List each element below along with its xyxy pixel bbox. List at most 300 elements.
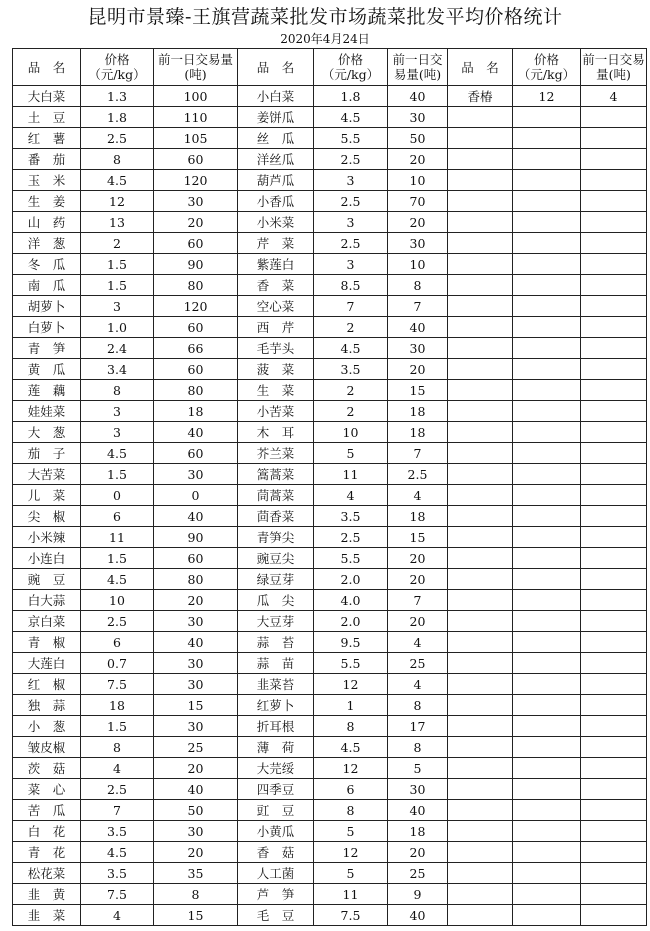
item-name <box>448 338 513 359</box>
item-volume: 15 <box>154 905 238 926</box>
item-name: 豌豆尖 <box>238 548 314 569</box>
item-name: 皱皮椒 <box>13 737 81 758</box>
item-name: 菠 菜 <box>238 359 314 380</box>
item-name: 葫芦瓜 <box>238 170 314 191</box>
item-name <box>448 275 513 296</box>
item-price: 2.5 <box>81 611 154 632</box>
header-price: 价格（元/kg） <box>314 49 388 86</box>
item-price: 1.0 <box>81 317 154 338</box>
item-price: 10 <box>314 422 388 443</box>
item-name <box>448 548 513 569</box>
header-name: 品 名 <box>13 49 81 86</box>
item-volume <box>581 821 647 842</box>
header-volume: 前一日交易量(吨) <box>388 49 448 86</box>
item-name: 大白菜 <box>13 86 81 107</box>
item-name <box>448 737 513 758</box>
header-volume: 前一日交易量(吨) <box>154 49 238 86</box>
table-row <box>13 611 647 632</box>
item-price <box>513 170 581 191</box>
table-row <box>13 737 647 758</box>
item-volume: 105 <box>154 128 238 149</box>
item-name <box>448 884 513 905</box>
item-price: 5 <box>314 821 388 842</box>
item-volume <box>581 800 647 821</box>
item-price <box>513 527 581 548</box>
item-price: 5.5 <box>314 128 388 149</box>
item-volume: 15 <box>154 695 238 716</box>
item-price: 4.5 <box>81 443 154 464</box>
item-price <box>513 401 581 422</box>
item-name: 香 菇 <box>238 842 314 863</box>
item-volume: 90 <box>154 254 238 275</box>
item-price: 7 <box>81 800 154 821</box>
item-name <box>448 863 513 884</box>
item-volume: 18 <box>154 401 238 422</box>
item-volume: 60 <box>154 443 238 464</box>
item-name <box>448 905 513 926</box>
item-name: 小米辣 <box>13 527 81 548</box>
item-name: 蒜 苗 <box>238 653 314 674</box>
item-volume <box>581 296 647 317</box>
item-volume <box>581 233 647 254</box>
item-volume: 120 <box>154 170 238 191</box>
item-price <box>513 464 581 485</box>
item-volume: 7 <box>388 443 448 464</box>
item-name: 白萝卜 <box>13 317 81 338</box>
item-volume <box>581 254 647 275</box>
item-volume: 66 <box>154 338 238 359</box>
item-volume: 35 <box>154 863 238 884</box>
table-row <box>13 695 647 716</box>
item-price: 1.8 <box>314 86 388 107</box>
item-volume: 17 <box>388 716 448 737</box>
item-name: 韭菜苔 <box>238 674 314 695</box>
item-price: 1 <box>314 695 388 716</box>
item-price: 1.8 <box>81 107 154 128</box>
item-price: 5 <box>314 863 388 884</box>
item-name <box>448 590 513 611</box>
item-volume: 40 <box>388 800 448 821</box>
item-price: 2.5 <box>314 149 388 170</box>
item-name: 白大蒜 <box>13 590 81 611</box>
item-price <box>513 800 581 821</box>
item-volume <box>581 338 647 359</box>
item-volume: 40 <box>388 86 448 107</box>
item-volume: 0 <box>154 485 238 506</box>
item-volume <box>581 884 647 905</box>
item-volume: 15 <box>388 527 448 548</box>
item-name: 莲 藕 <box>13 380 81 401</box>
item-price <box>513 380 581 401</box>
item-price: 7.5 <box>81 884 154 905</box>
item-name: 红 薯 <box>13 128 81 149</box>
item-volume: 60 <box>154 149 238 170</box>
table-row <box>13 128 647 149</box>
item-volume <box>581 716 647 737</box>
item-name: 菜 心 <box>13 779 81 800</box>
item-price: 2.0 <box>314 611 388 632</box>
item-volume: 30 <box>154 674 238 695</box>
item-volume: 20 <box>388 611 448 632</box>
item-volume: 30 <box>154 191 238 212</box>
item-volume: 10 <box>388 170 448 191</box>
item-name: 大豆芽 <box>238 611 314 632</box>
item-volume: 100 <box>154 86 238 107</box>
item-name: 芦 笋 <box>238 884 314 905</box>
item-price: 3 <box>81 401 154 422</box>
item-name: 小白菜 <box>238 86 314 107</box>
item-price <box>513 233 581 254</box>
table-row <box>13 338 647 359</box>
item-price: 4 <box>81 905 154 926</box>
table-row <box>13 653 647 674</box>
item-volume: 10 <box>388 254 448 275</box>
item-name: 儿 菜 <box>13 485 81 506</box>
item-price: 18 <box>81 695 154 716</box>
item-price: 3.5 <box>81 863 154 884</box>
item-price <box>513 632 581 653</box>
item-name <box>448 842 513 863</box>
item-price: 6 <box>81 632 154 653</box>
item-name <box>448 569 513 590</box>
item-volume: 60 <box>154 359 238 380</box>
item-volume: 80 <box>154 380 238 401</box>
item-name <box>448 611 513 632</box>
item-name <box>448 191 513 212</box>
item-name: 南 瓜 <box>13 275 81 296</box>
item-name: 茄 子 <box>13 443 81 464</box>
item-name <box>448 779 513 800</box>
item-name <box>448 695 513 716</box>
item-price: 6 <box>81 506 154 527</box>
item-name: 毛芋头 <box>238 338 314 359</box>
table-row <box>13 317 647 338</box>
item-volume: 40 <box>154 506 238 527</box>
table-row <box>13 170 647 191</box>
item-name <box>448 359 513 380</box>
item-volume: 30 <box>154 716 238 737</box>
item-name <box>448 674 513 695</box>
item-name: 红萝卜 <box>238 695 314 716</box>
item-price: 3.5 <box>314 506 388 527</box>
item-name <box>448 821 513 842</box>
table-row <box>13 275 647 296</box>
item-name: 小香瓜 <box>238 191 314 212</box>
item-volume <box>581 779 647 800</box>
item-volume: 4 <box>388 485 448 506</box>
item-name: 薄 荷 <box>238 737 314 758</box>
item-name: 土 豆 <box>13 107 81 128</box>
item-volume <box>581 401 647 422</box>
item-price <box>513 653 581 674</box>
item-price <box>513 296 581 317</box>
item-price: 12 <box>314 842 388 863</box>
item-volume: 40 <box>154 632 238 653</box>
item-volume: 60 <box>154 233 238 254</box>
header-price: 价格（元/kg） <box>513 49 581 86</box>
table-row <box>13 233 647 254</box>
item-price: 9.5 <box>314 632 388 653</box>
table-row <box>13 590 647 611</box>
item-price: 1.5 <box>81 275 154 296</box>
item-volume: 7 <box>388 590 448 611</box>
item-price: 4.5 <box>81 842 154 863</box>
item-volume <box>581 569 647 590</box>
item-price: 4.5 <box>81 170 154 191</box>
item-price <box>513 107 581 128</box>
item-price: 12 <box>314 674 388 695</box>
item-volume: 30 <box>388 107 448 128</box>
item-name <box>448 149 513 170</box>
table-body <box>13 86 647 926</box>
item-price: 4 <box>314 485 388 506</box>
item-price <box>513 590 581 611</box>
item-volume <box>581 107 647 128</box>
table-row <box>13 569 647 590</box>
item-price: 13 <box>81 212 154 233</box>
table-row <box>13 296 647 317</box>
item-volume: 20 <box>388 149 448 170</box>
item-price: 11 <box>314 884 388 905</box>
item-volume <box>581 674 647 695</box>
item-price: 11 <box>81 527 154 548</box>
item-name: 篙蒿菜 <box>238 464 314 485</box>
item-name: 生 姜 <box>13 191 81 212</box>
item-name: 青笋尖 <box>238 527 314 548</box>
item-name: 瓜 尖 <box>238 590 314 611</box>
item-price: 7 <box>314 296 388 317</box>
table-row <box>13 107 647 128</box>
item-volume: 8 <box>388 737 448 758</box>
item-volume: 18 <box>388 422 448 443</box>
item-name <box>448 422 513 443</box>
item-volume: 20 <box>154 212 238 233</box>
item-name: 洋 葱 <box>13 233 81 254</box>
item-price: 3 <box>314 212 388 233</box>
item-name <box>448 233 513 254</box>
item-volume <box>581 191 647 212</box>
item-volume: 80 <box>154 275 238 296</box>
item-volume: 30 <box>388 233 448 254</box>
item-volume: 4 <box>388 674 448 695</box>
table-row <box>13 422 647 443</box>
item-price: 4.0 <box>314 590 388 611</box>
item-name: 独 蒜 <box>13 695 81 716</box>
item-price: 2 <box>314 401 388 422</box>
item-volume <box>581 506 647 527</box>
item-name: 京白菜 <box>13 611 81 632</box>
item-name: 白 花 <box>13 821 81 842</box>
item-name: 木 耳 <box>238 422 314 443</box>
header-price: 价格（元/kg） <box>81 49 154 86</box>
item-price <box>513 842 581 863</box>
item-price: 12 <box>513 86 581 107</box>
item-name: 四季豆 <box>238 779 314 800</box>
item-price: 7.5 <box>314 905 388 926</box>
item-name <box>448 800 513 821</box>
item-name <box>448 128 513 149</box>
table-row <box>13 86 647 107</box>
table-row <box>13 464 647 485</box>
item-price <box>513 884 581 905</box>
item-price: 8 <box>81 737 154 758</box>
item-name: 茼蒿菜 <box>238 485 314 506</box>
item-volume: 30 <box>154 653 238 674</box>
item-volume: 18 <box>388 506 448 527</box>
item-price: 3 <box>314 170 388 191</box>
item-name: 豌 豆 <box>13 569 81 590</box>
item-name: 松花菜 <box>13 863 81 884</box>
item-price <box>513 149 581 170</box>
item-price: 4.5 <box>81 569 154 590</box>
table-row <box>13 884 647 905</box>
price-table <box>12 48 647 926</box>
page-title: 昆明市景臻-王旗营蔬菜批发市场蔬菜批发平均价格统计 <box>87 6 563 28</box>
item-volume: 40 <box>388 905 448 926</box>
item-name: 姜饼瓜 <box>238 107 314 128</box>
item-name: 小苦菜 <box>238 401 314 422</box>
report-date: 2020年4月24日 <box>280 32 370 46</box>
item-volume: 80 <box>154 569 238 590</box>
item-name: 蒜 苔 <box>238 632 314 653</box>
item-price <box>513 695 581 716</box>
item-name: 胡萝卜 <box>13 296 81 317</box>
item-name: 玉 米 <box>13 170 81 191</box>
item-price <box>513 758 581 779</box>
item-volume <box>581 212 647 233</box>
item-price: 1.5 <box>81 464 154 485</box>
item-volume: 8 <box>388 695 448 716</box>
header-row <box>13 49 647 86</box>
item-price: 3.5 <box>81 821 154 842</box>
item-price: 1.5 <box>81 716 154 737</box>
item-volume <box>581 464 647 485</box>
item-name: 冬 瓜 <box>13 254 81 275</box>
item-volume: 70 <box>388 191 448 212</box>
item-price: 4.5 <box>314 338 388 359</box>
item-name: 大芫绥 <box>238 758 314 779</box>
table-row <box>13 779 647 800</box>
item-name <box>448 443 513 464</box>
item-volume: 15 <box>388 380 448 401</box>
table-row <box>13 548 647 569</box>
item-price: 3 <box>81 296 154 317</box>
item-volume <box>581 380 647 401</box>
item-name: 折耳根 <box>238 716 314 737</box>
table-row <box>13 758 647 779</box>
item-price <box>513 254 581 275</box>
item-volume <box>581 863 647 884</box>
table-row <box>13 149 647 170</box>
item-name: 芹 菜 <box>238 233 314 254</box>
item-price: 5 <box>314 443 388 464</box>
item-name: 番 茄 <box>13 149 81 170</box>
item-name <box>448 653 513 674</box>
item-price: 3.5 <box>314 359 388 380</box>
item-volume: 40 <box>154 422 238 443</box>
item-name: 绿豆芽 <box>238 569 314 590</box>
table-row <box>13 443 647 464</box>
item-price <box>513 485 581 506</box>
item-volume: 18 <box>388 821 448 842</box>
item-name: 茨 菇 <box>13 758 81 779</box>
item-price: 8.5 <box>314 275 388 296</box>
item-volume: 30 <box>388 338 448 359</box>
item-name: 青 花 <box>13 842 81 863</box>
item-price: 12 <box>81 191 154 212</box>
item-name: 丝 瓜 <box>238 128 314 149</box>
item-volume: 120 <box>154 296 238 317</box>
item-volume: 4 <box>388 632 448 653</box>
item-price <box>513 275 581 296</box>
item-name <box>448 632 513 653</box>
item-price: 8 <box>81 149 154 170</box>
item-price: 2 <box>314 317 388 338</box>
item-volume: 20 <box>388 842 448 863</box>
item-volume: 20 <box>388 212 448 233</box>
item-price: 3.4 <box>81 359 154 380</box>
item-volume <box>581 359 647 380</box>
item-price: 4.5 <box>314 107 388 128</box>
item-name: 茴香菜 <box>238 506 314 527</box>
item-price: 4.5 <box>314 737 388 758</box>
item-price <box>513 422 581 443</box>
item-price <box>513 611 581 632</box>
item-price: 10 <box>81 590 154 611</box>
item-price: 0 <box>81 485 154 506</box>
item-price: 1.5 <box>81 548 154 569</box>
item-price: 12 <box>314 758 388 779</box>
item-name: 紫莲白 <box>238 254 314 275</box>
item-volume: 7 <box>388 296 448 317</box>
item-name: 小连白 <box>13 548 81 569</box>
item-name: 尖 椒 <box>13 506 81 527</box>
item-name <box>448 527 513 548</box>
item-price: 2.5 <box>81 128 154 149</box>
item-name: 苦 瓜 <box>13 800 81 821</box>
table-row <box>13 674 647 695</box>
table-row <box>13 527 647 548</box>
item-price <box>513 359 581 380</box>
item-volume <box>581 653 647 674</box>
table-row <box>13 401 647 422</box>
item-name: 青 笋 <box>13 338 81 359</box>
item-price <box>513 548 581 569</box>
item-volume: 25 <box>388 863 448 884</box>
item-name: 小 葱 <box>13 716 81 737</box>
item-volume: 20 <box>388 548 448 569</box>
item-name: 韭 菜 <box>13 905 81 926</box>
item-price: 2 <box>81 233 154 254</box>
header-volume: 前一日交易量(吨) <box>581 49 647 86</box>
item-price: 8 <box>314 800 388 821</box>
item-volume: 20 <box>388 569 448 590</box>
table-row <box>13 212 647 233</box>
item-volume: 30 <box>154 821 238 842</box>
item-price: 8 <box>314 716 388 737</box>
item-volume <box>581 485 647 506</box>
item-price <box>513 905 581 926</box>
item-price: 7.5 <box>81 674 154 695</box>
item-volume <box>581 590 647 611</box>
item-name: 空心菜 <box>238 296 314 317</box>
item-name: 人工菌 <box>238 863 314 884</box>
item-name: 洋丝瓜 <box>238 149 314 170</box>
item-volume: 60 <box>154 317 238 338</box>
item-name <box>448 716 513 737</box>
item-price: 5.5 <box>314 653 388 674</box>
item-price <box>513 338 581 359</box>
